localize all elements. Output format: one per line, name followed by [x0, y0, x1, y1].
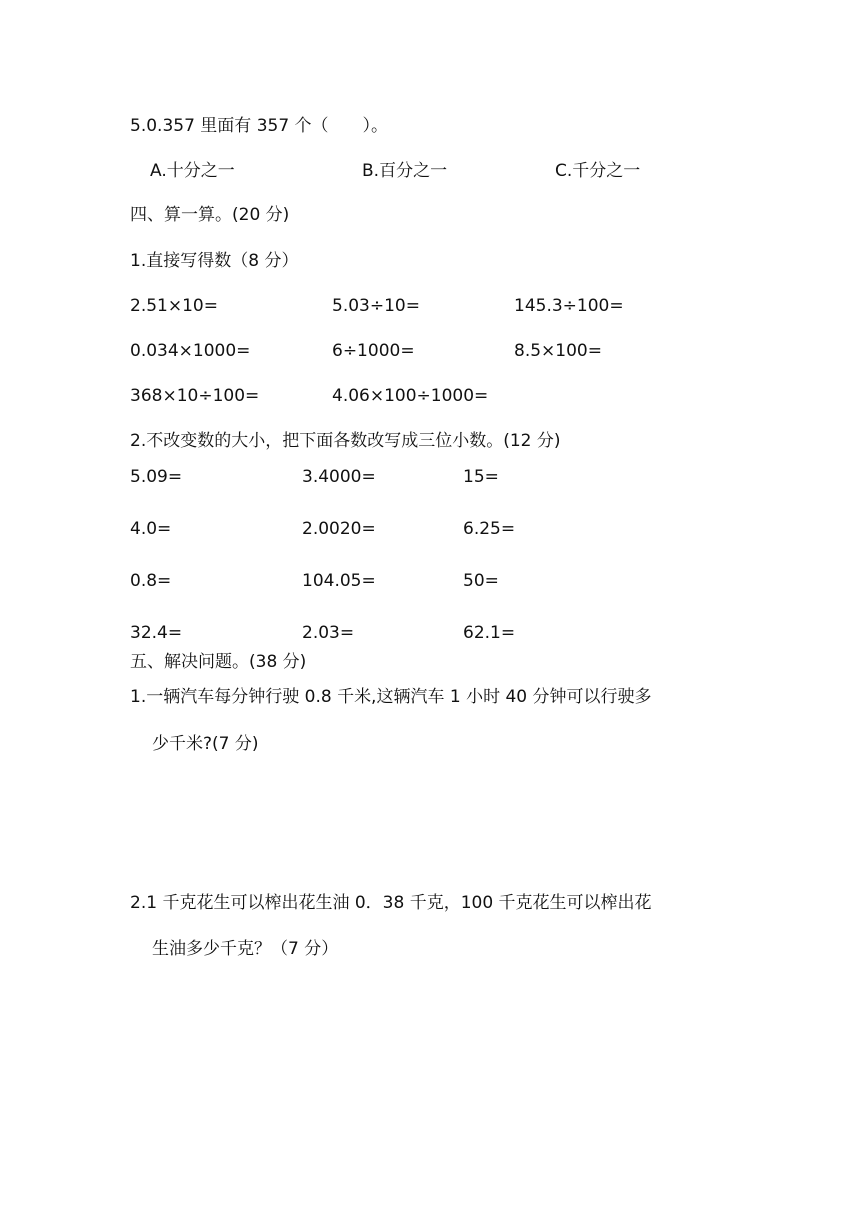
rewrite-item: 4.0=: [130, 519, 172, 539]
rewrite-item: 0.8=: [130, 571, 172, 591]
part-1-title: 1.直接写得数（8 分）: [130, 251, 299, 271]
problem-2-line-2: 生油多少千克？（7 分）: [152, 939, 339, 959]
section-5-title: 五、解决问题。(38 分): [130, 652, 307, 672]
part-2-title: 2.不改变数的大小，把下面各数改写成三位小数。(12 分): [130, 431, 561, 451]
option-b: B.百分之一: [362, 161, 448, 181]
rewrite-item: 32.4=: [130, 623, 183, 643]
rewrite-item: 5.09=: [130, 467, 183, 487]
calc-item: 8.5×100=: [514, 341, 602, 361]
rewrite-item: 62.1=: [463, 623, 516, 643]
calc-item: 5.03÷10=: [332, 296, 420, 316]
rewrite-item: 3.4000=: [302, 467, 376, 487]
option-c: C.千分之一: [555, 161, 641, 181]
section-4-title: 四、算一算。(20 分): [130, 205, 290, 225]
rewrite-item: 2.03=: [302, 623, 355, 643]
calc-item: 145.3÷100=: [514, 296, 624, 316]
question-5-stem: 5.0.357 里面有 357 个（ ）。: [130, 116, 389, 136]
calc-item: 0.034×1000=: [130, 341, 251, 361]
calc-item: 6÷1000=: [332, 341, 415, 361]
problem-2-line-1: 2.1 千克花生可以榨出花生油 0．38 千克，100 千克花生可以榨出花: [130, 893, 652, 913]
rewrite-item: 104.05=: [302, 571, 376, 591]
rewrite-item: 6.25=: [463, 519, 516, 539]
problem-1-line-2: 少千米?(7 分): [152, 734, 259, 754]
rewrite-item: 50=: [463, 571, 499, 591]
calc-item: 4.06×100÷1000=: [332, 386, 489, 406]
problem-1-line-1: 1.一辆汽车每分钟行驶 0.8 千米,这辆汽车 1 小时 40 分钟可以行驶多: [130, 687, 652, 707]
rewrite-item: 2.0020=: [302, 519, 376, 539]
calc-item: 368×10÷100=: [130, 386, 260, 406]
rewrite-item: 15=: [463, 467, 499, 487]
calc-item: 2.51×10=: [130, 296, 218, 316]
option-a: A.十分之一: [150, 161, 235, 181]
